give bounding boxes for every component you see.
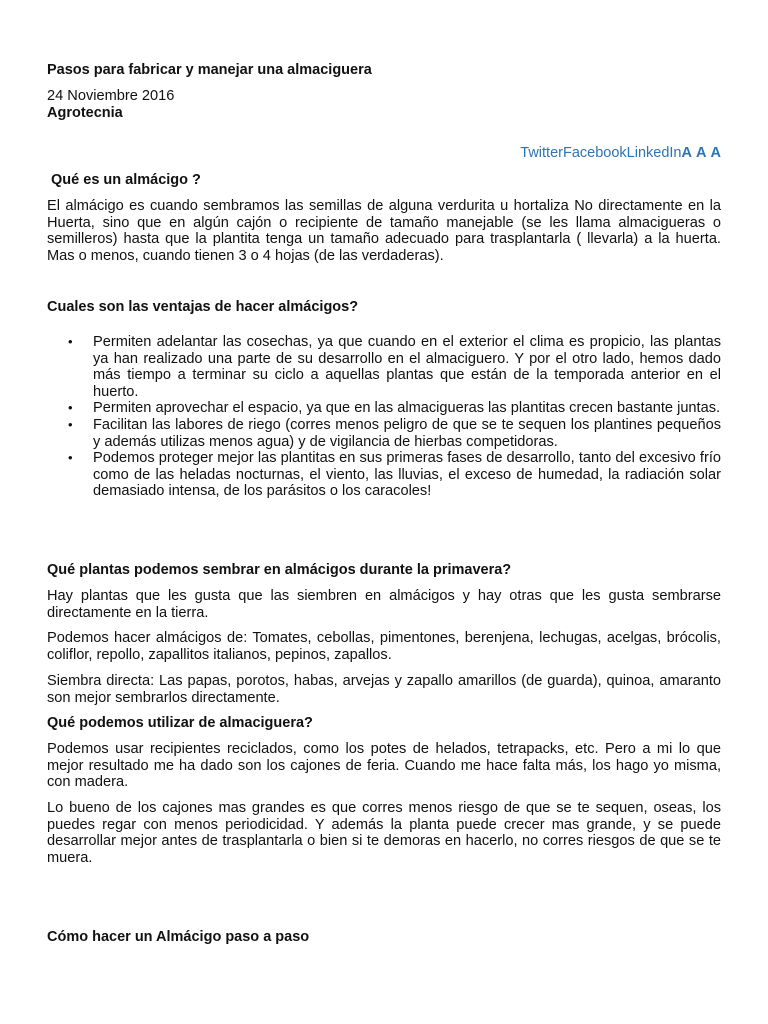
article-date: 24 Noviembre 2016 (47, 88, 175, 104)
section-heading-plantas: Qué plantas podemos sembrar en almácigos durante la primavera? (47, 562, 512, 578)
paragraph-plantas-1: Hay plantas que les gusta que las siembren en almácigos y hay otras que les gusta sembrarse directamente en la tierra. (47, 588, 721, 621)
article-category: Agrotecnia (47, 105, 123, 121)
list-item: • Podemos proteger mejor las plantitas en sus primeras fases de desarrollo, tanto del excesivo frío como de las heladas nocturnas, el viento, las lluvias, el exceso de humedad, la radiación solar demasiado intensa, de los parásitos o los caracoles! (47, 450, 721, 500)
font-size-small-button[interactable]: A (681, 145, 692, 161)
font-size-medium-button[interactable]: A (696, 145, 707, 161)
list-item: • Permiten aprovechar el espacio, ya que en las almacigueras las plantitas crecen bastante juntas. (47, 400, 721, 417)
paragraph-que-es: El almácigo es cuando sembramos las semillas de alguna verdurita u hortaliza No directamente en la Huerta, sino que en algún cajón o recipiente de tamaño manejable (se les llama almacigueras o semilleros) hasta que la plantita tenga un tamaño adecuado para trasplantarla ( llevarla) a la huerta. Mas o menos, cuando tienen 3 o 4 hojas (de las verdaderas). (47, 198, 721, 264)
paragraph-utilizar-2: Lo bueno de los cajones mas grandes es que corres menos riesgo de que se te sequen, oseas, los puedes regar con menos periodicidad. Y además la planta puede crecer mas grande, y se puede desarrollar mejor antes de trasplantarla o bien si te demoras en hacerlo, no corres riesgos de que se te muera. (47, 800, 721, 866)
twitter-link[interactable]: Twitter (520, 145, 563, 161)
paragraph-plantas-3: Siembra directa: Las papas, porotos, habas, arvejas y zapallo amarillos (de guarda), quinoa, amaranto son mejor sembrarlos directamente. (47, 673, 721, 706)
ventajas-list (47, 334, 721, 500)
share-bar (520, 145, 721, 162)
list-item: • Permiten adelantar las cosechas, ya que cuando en el exterior el clima es propicio, las plantas ya han realizado una parte de su desarrollo en el almaciguero. Y por el otro lado, hemos dado más tiempo a terminar su ciclo a aquellas plantas que están de la temporada anterior en el huerto. (47, 334, 721, 400)
facebook-link[interactable]: Facebook (562, 145, 627, 161)
paragraph-plantas-2: Podemos hacer almácigos de: Tomates, cebollas, pimentones, berenjena, lechugas, acelgas, brócolis, coliflor, repollo, zapallitos italianos, pepinos, zapallos. (47, 630, 721, 663)
section-heading-que-es: Qué es un almácigo ? (47, 172, 201, 188)
linkedin-link[interactable]: LinkedIn (626, 145, 682, 161)
article-title: Pasos para fabricar y manejar una almaciguera (47, 62, 372, 78)
section-heading-ventajas: Cuales son las ventajas de hacer almácigos? (47, 299, 359, 315)
paragraph-utilizar-1: Podemos usar recipientes reciclados, como los potes de helados, tetrapacks, etc. Pero a mi lo que mejor resultado me ha dado son los cajones de feria. Cuando me hace falta más, los hago yo misma, con madera. (47, 741, 721, 791)
section-heading-utilizar: Qué podemos utilizar de almaciguera? (47, 715, 313, 731)
section-heading-como-hacer: Cómo hacer un Almácigo paso a paso (47, 929, 310, 945)
list-item: • Facilitan las labores de riego (corres menos peligro de que se te sequen los plantines pequeños y además utilizas menos agua) y de vigilancia de hierbas competidoras. (47, 417, 721, 450)
font-size-large-button[interactable]: A (710, 145, 721, 161)
